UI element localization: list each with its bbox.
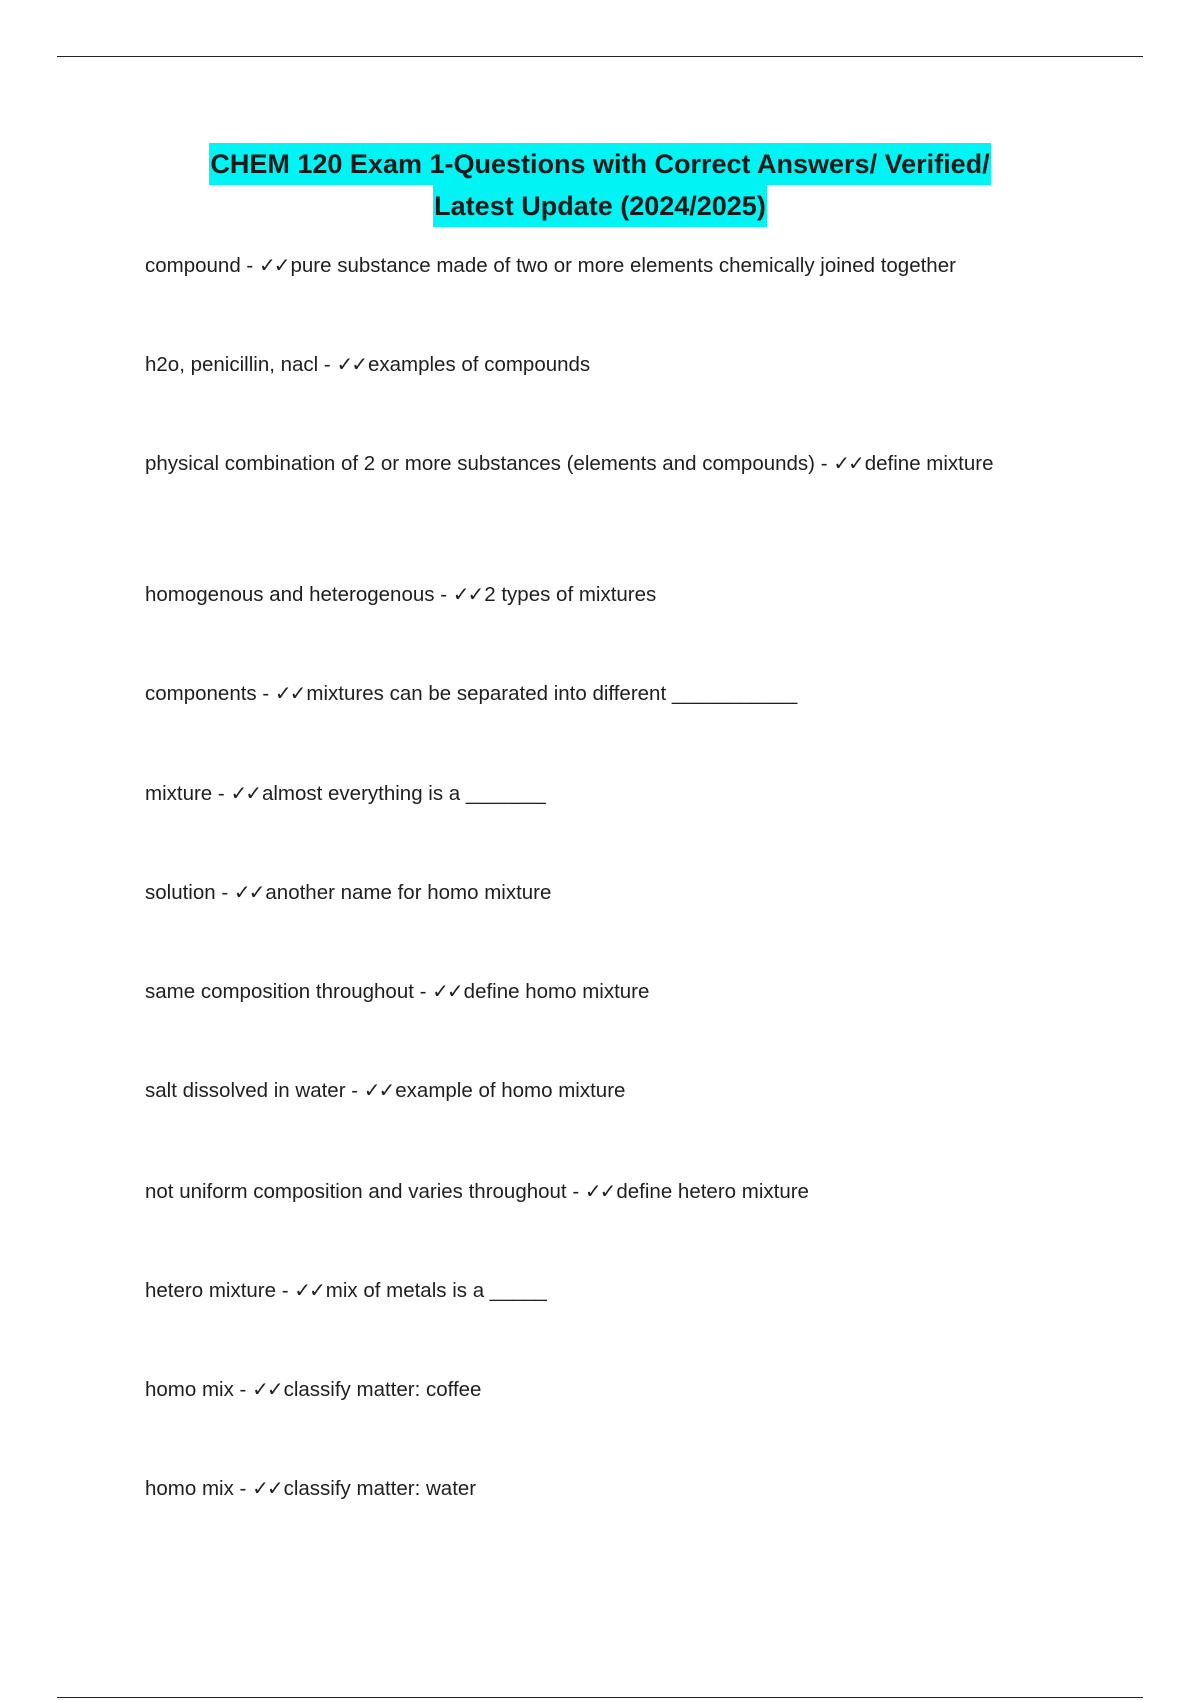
bottom-rule [57,1697,1143,1698]
qa-entry [145,777,1045,810]
entry-answer: define mixture [864,452,994,475]
entry-term: h2o, penicillin, nacl [145,353,319,376]
entry-term: compound [145,254,241,277]
check-mark-icon: ✓✓ [230,781,260,805]
entry-answer: pure substance made of two or more elements chemically joined together [290,254,956,277]
qa-entry [145,1373,1045,1406]
entry-term: homo mix [145,1477,234,1500]
entry-answer: 2 types of mixtures [484,583,657,606]
entry-separator: - [215,881,234,904]
entry-answer: almost everything is a _______ [261,782,546,805]
entry-answer: mix of metals is a _____ [325,1279,547,1302]
check-mark-icon: ✓✓ [833,451,863,475]
entry-term: solution [145,881,216,904]
entry-separator: - [256,682,275,705]
entry-term: hetero mixture [145,1279,277,1302]
entry-separator: - [413,980,433,1003]
entry-answer: mixtures can be separated into different ___________ [306,682,798,705]
check-mark-icon: ✓✓ [584,1179,615,1203]
entry-answer: another name for homo mixture [265,881,552,904]
entry-term: not uniform composition and varies throughout [145,1180,567,1203]
qa-entry [145,578,1045,611]
entry-separator: - [434,583,453,606]
entry-separator: - [566,1180,585,1203]
qa-entry [145,876,1045,909]
entry-answer: define homo mixture [463,980,650,1003]
entry-term: physical combination of 2 or more substances (elements and compounds) [145,452,816,475]
qa-entry [145,1074,1045,1107]
title-line-2: Latest Update (2024/2025) [433,185,767,227]
entry-term: same composition throughout [145,980,414,1003]
entry-term: mixture [145,782,213,805]
entry-answer: example of homo mixture [395,1079,626,1102]
check-mark-icon: ✓✓ [274,681,305,705]
entry-separator: - [345,1079,364,1102]
qa-entry [145,975,1045,1008]
entry-separator: - [318,353,337,376]
title-line-1: CHEM 120 Exam 1-Questions with Correct Answers/ Verified/ [209,143,990,185]
entry-answer: define hetero mixture [616,1180,809,1203]
qa-entry [145,1175,1045,1208]
check-mark-icon: ✓✓ [233,880,264,904]
entry-separator: - [233,1378,253,1401]
entry-term: homogenous and heterogenous [145,583,435,606]
check-mark-icon: ✓✓ [432,979,462,1003]
check-mark-icon: ✓✓ [363,1078,394,1102]
entry-answer: classify matter: water [283,1477,477,1500]
qa-entry [145,1274,1045,1307]
entry-answer: examples of compounds [367,353,591,376]
entry-separator: - [212,782,231,805]
check-mark-icon: ✓✓ [336,352,366,376]
entry-separator: - [276,1279,295,1302]
entry-term: components [145,682,257,705]
qa-entry [145,677,1045,710]
entry-separator: - [233,1477,253,1500]
entry-term: homo mix [145,1378,234,1401]
qa-entry [145,348,1045,381]
check-mark-icon: ✓✓ [452,582,483,606]
entry-term: salt dissolved in water [145,1079,346,1102]
entry-separator: - [240,254,259,277]
check-mark-icon: ✓✓ [252,1476,282,1500]
qa-entry [145,1472,1045,1505]
check-mark-icon: ✓✓ [294,1278,324,1302]
check-mark-icon: ✓✓ [252,1377,282,1401]
entry-separator: - [815,452,834,475]
entry-answer: classify matter: coffee [283,1378,482,1401]
qa-entry [145,447,1045,480]
qa-entry [145,249,1045,282]
check-mark-icon: ✓✓ [258,253,289,277]
